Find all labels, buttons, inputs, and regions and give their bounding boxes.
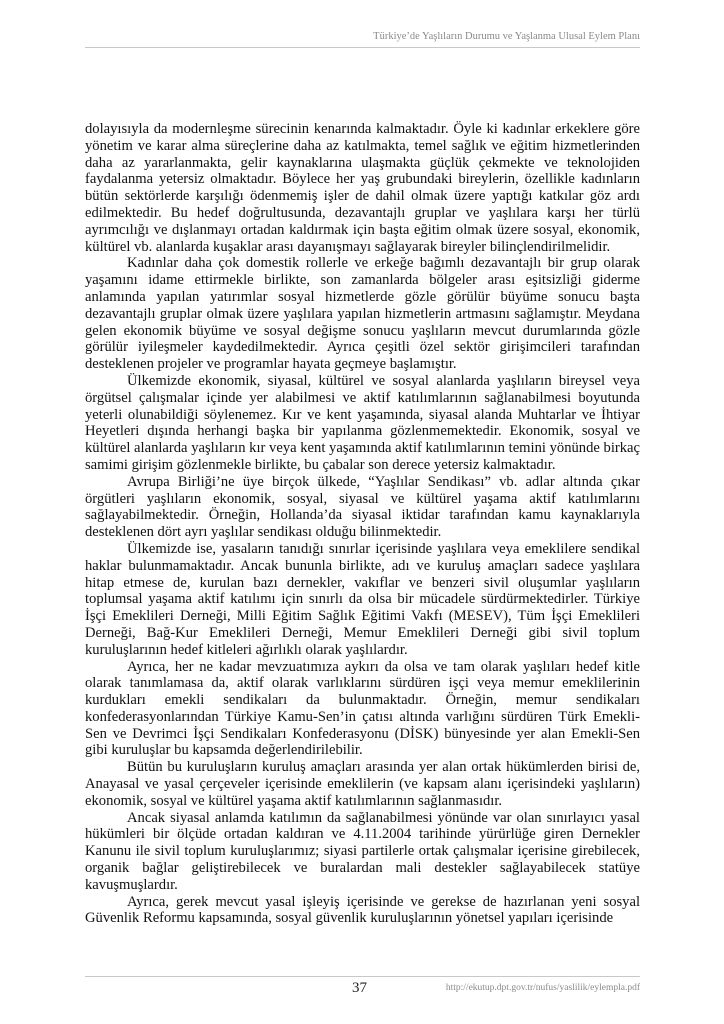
paragraph: dolayısıyla da modernleşme sürecinin kenarında kalmaktadır. Öyle ki kadınlar erkeklere göre yönetim ve karar alma süreçlerine daha az katılmakta, temel sağlık ve eğitim hizmetlerinden daha az yararlanmakta, gelir kaynaklarına ulaşmakta güçlük çekmekte ve teknolojiden faydalanma yetersiz olmaktadır. Böylece her yaş grubundaki bireylerin, özellikle kadınların bütün sektörlerde karşılığı ödenmemiş işler de dahil olmak üzere yaptığı katkılar göz ardı edilmektedir. Bu hedef doğrultusunda, dezavantajlı gruplar ve yaşlılara karşı her türlü ayrımcılığı ve dışlanmayı ortadan kaldırmak için başta eğitim olmak üzere sosyal, ekonomik, kültürel vb. alanlarda kuşaklar arası dayanışmayı sağlayarak bireyler bilinçlendirilmelidir. <box>85 121 640 255</box>
paragraph: Ancak siyasal anlamda katılımın da sağlanabilmesi yönünde var olan sınırlayıcı yasal hükümleri bir ölçüde ortadan kaldıran ve 4.11.2004 tarihinde yürürlüğe giren Dernekler Kanunu ile sivil toplum kuruluşlarımız; siyasi partilerle ortak çalışmalar içerisine girebilecek, organik bağlar geliştirebilecek ve buralardan mali destekler sağlayabilecek statüye kavuşmuşlardır. <box>85 809 640 893</box>
header-divider <box>85 47 640 48</box>
page-number: 37 <box>352 980 367 996</box>
body-text <box>85 121 640 927</box>
footer-divider <box>85 976 640 977</box>
paragraph: Ayrıca, her ne kadar mevzuatımıza aykırı da olsa ve tam olarak yaşlıları hedef kitle olarak tanımlamasa da, aktif olarak varlıklarını sürdüren işçi veya memur emeklilerinin kurdukları emekli sendikaları da bulunmaktadır. Örneğin, memur sendikaları konfederasyonlarından Türkiye Kamu-Sen’in çatısı altında varlığını sürdüren Türk Emekli-Sen ve Devrimci İşçi Sendikaları Konfederasyonu (DİSK) bünyesinde yer alan Emekli-Sen gibi kuruluşlar bu kapsamda değerlendirilebilir. <box>85 658 640 759</box>
paragraph: Ayrıca, gerek mevcut yasal işleyiş içerisinde ve gerekse de hazırlanan yeni sosyal Güvenlik Reformu kapsamında, sosyal güvenlik kuruluşlarının yönetsel yapıları içerisinde <box>85 893 640 927</box>
paragraph: Avrupa Birliği’ne üye birçok ülkede, “Yaşlılar Sendikası” vb. adlar altında çıkar örgütleri yaşlıların ekonomik, sosyal, siyasal ve kültürel yaşama aktif katılımlarını sağlayabilmektedir. Örneğin, Hollanda’da siyasal iktidar tarafından kamu kaynaklarıyla desteklenen dört ayrı yaşlılar sendikası olduğu bilinmektedir. <box>85 473 640 541</box>
paragraph: Ülkemizde ise, yasaların tanıdığı sınırlar içerisinde yaşlılara veya emeklilere sendikal haklar bulunmamaktadır. Ancak bununla birlikte, adı ve kuruluş amaçları sadece yaşlılara hitap etmese de, kurulan bazı dernekler, vakıflar ve benzeri sivil oluşumlar yaşlıların toplumsal yaşama aktif katılımı için sınırlı da olsa bir mücadele sürdürmektedirler. Türkiye İşçi Emeklileri Derneği, Milli Eğitim Sağlık Eğitimi Vakfı (MESEV), Tüm İşçi Emeklileri Derneği, Bağ-Kur Emeklileri Derneği, Memur Emeklileri Derneği gibi sivil toplum kuruluşlarının hedef kitleleri ağırlıklı olarak yaşlılardır. <box>85 540 640 658</box>
paragraph: Ülkemizde ekonomik, siyasal, kültürel ve sosyal alanlarda yaşlıların bireysel veya örgütsel çalışmalar içinde yer alabilmesi ve aktif katılımlarının sağlanabilmesi boyutunda yeterli olunabildiği söylenemez. Kır ve kent yaşamında, siyasal alanda Muhtarlar ve İhtiyar Heyetleri dışında herhangi başka bir yapılanma gözlenmemektedir. Ekonomik, sosyal ve kültürel alanlarda yaşlıların kır veya kent yaşamında aktif katılımlarının temini yönünde birkaç samimi girişim gözlenmekle birlikte, bu çabalar son derece yetersiz kalmaktadır. <box>85 372 640 473</box>
paragraph: Bütün bu kuruluşların kuruluş amaçları arasında yer alan ortak hükümlerden birisi de, Anayasal ve yasal çerçeveler içerisinde emeklilerin (ve kapsam alanı içerisindeki yaşlıların) ekonomik, sosyal ve kültürel yaşama aktif katılımlarının sağlanmasıdır. <box>85 759 640 809</box>
paragraph: Kadınlar daha çok domestik rollerle ve erkeğe bağımlı dezavantajlı bir grup olarak yaşamını idame ettirmekle birlikte, son zamanlarda bölgeler arası eşitsizliği giderme anlamında yapılan yatırımlar sosyal hizmetlerde gözle görülür büyüme sonucu başta dezavantajlı gruplar olmak üzere yaşlılara yapılan hizmetlerin artmasını sağlamıştır. Meydana gelen ekonomik büyüme ve sosyal değişme sonucu yaşlıların mevcut durumlarında gözle görülür iyileşmeler kaydedilmektedir. Ayrıca çeşitli özel sektör girişimcileri tarafından desteklenen projeler ve programlar hayata geçmeye başlamıştır. <box>85 255 640 373</box>
running-header: Türkiye’de Yaşlıların Durumu ve Yaşlanma Ulusal Eylem Planı <box>373 31 640 42</box>
source-url: http://ekutup.dpt.gov.tr/nufus/yaslilik/eylempla.pdf <box>445 983 640 993</box>
